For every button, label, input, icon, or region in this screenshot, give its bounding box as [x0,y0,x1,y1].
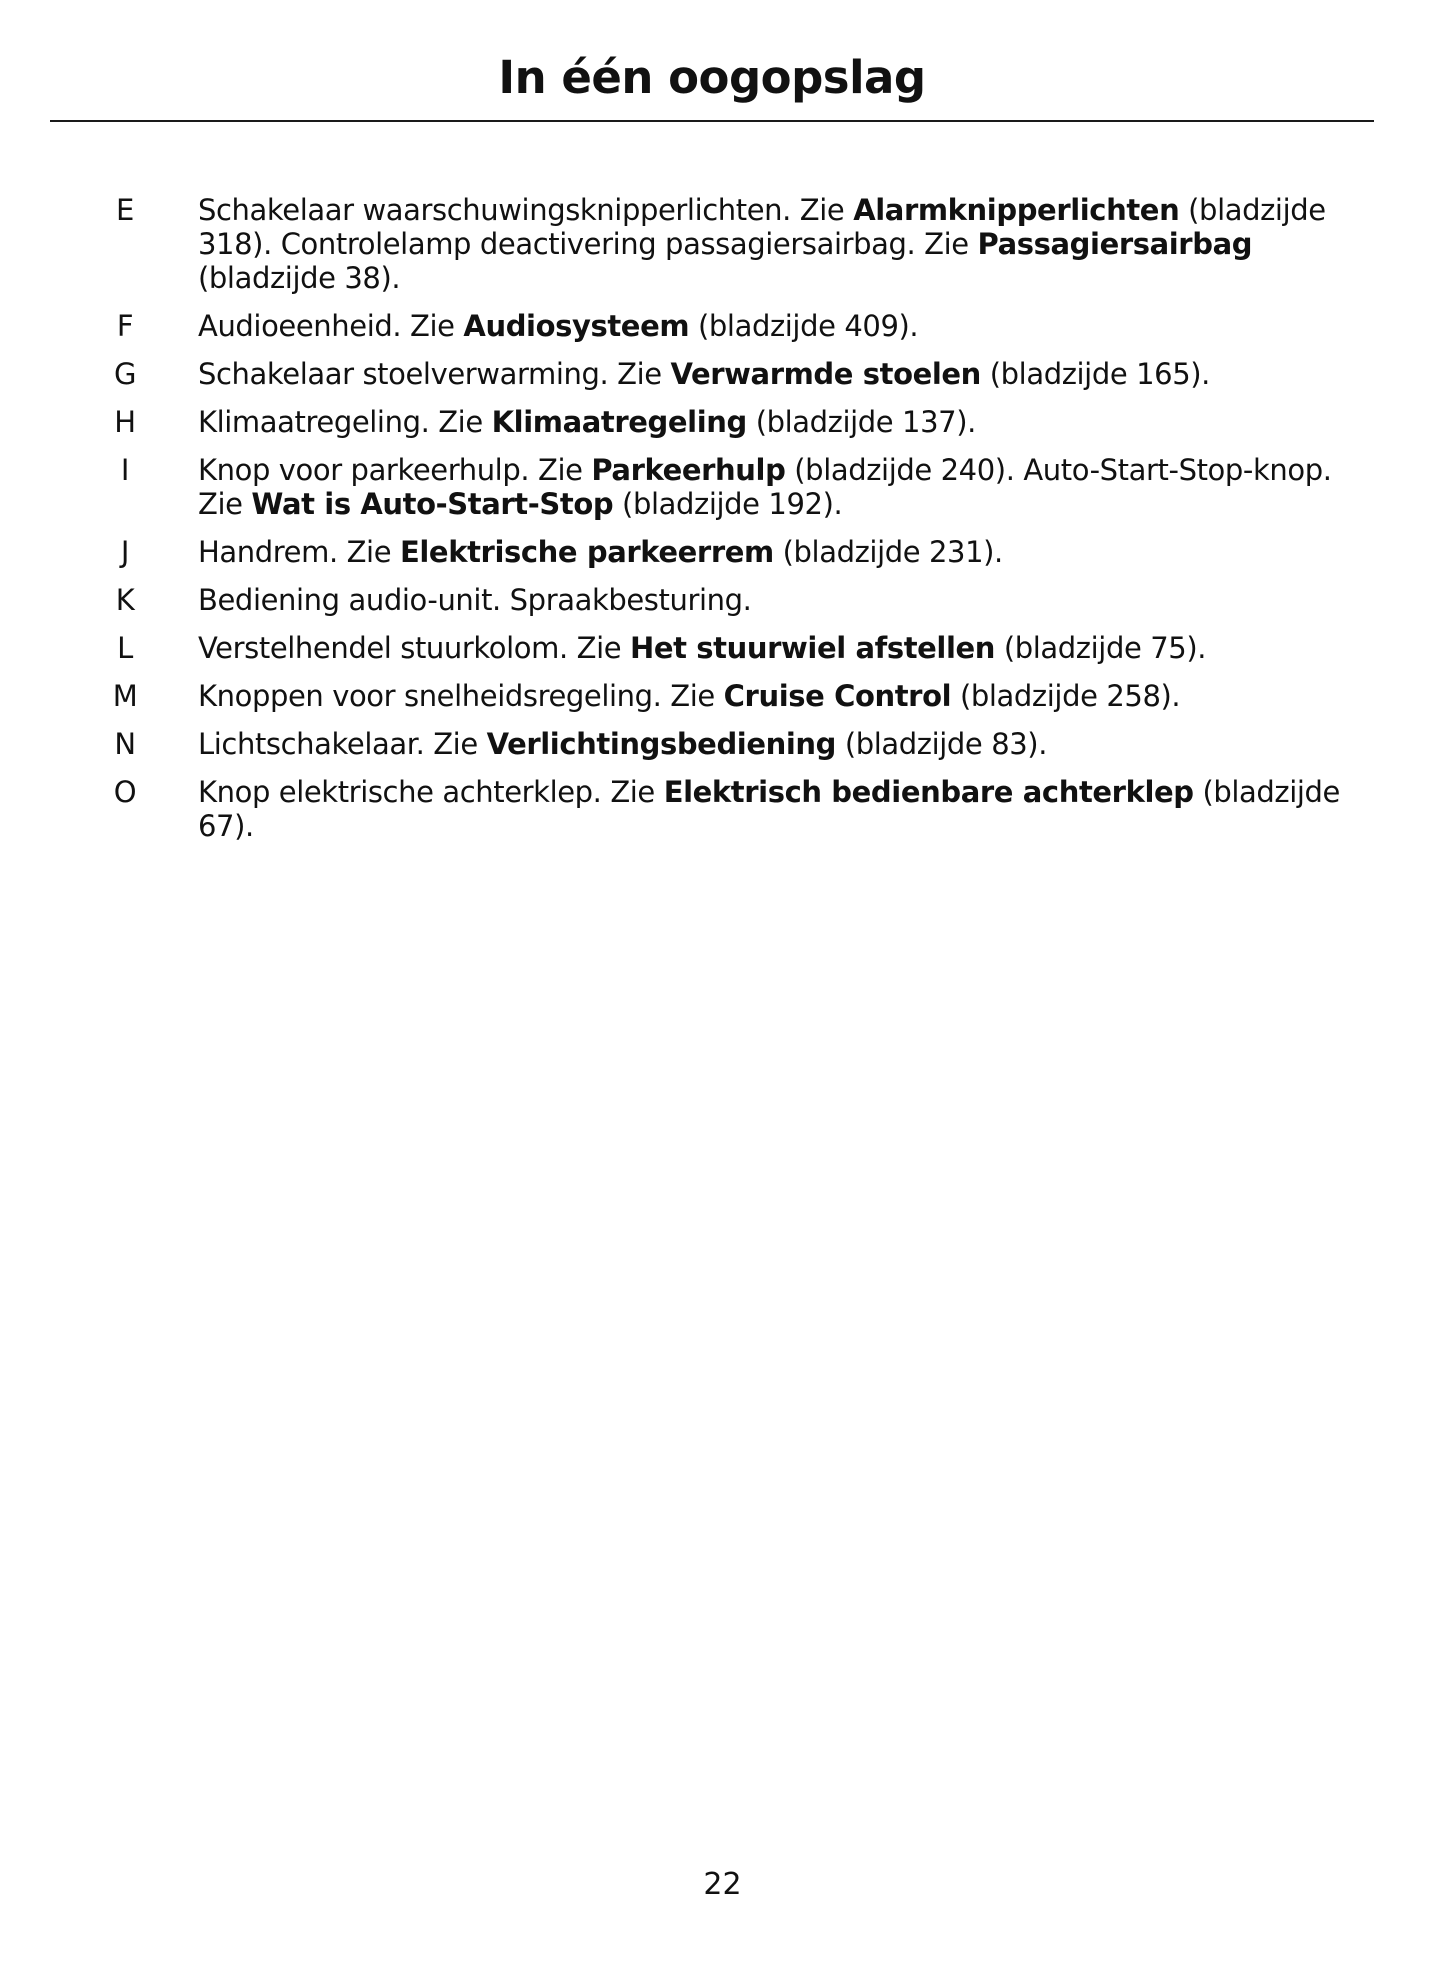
legend-letter: O [113,775,137,809]
legend-item [110,193,1360,295]
legend-list [110,193,1360,857]
legend-text: Verstelhendel stuurkolom. Zie Het stuurwiel afstellen (bladzijde 75). [198,631,1207,665]
legend-letter: K [115,583,135,617]
legend-letter: H [114,405,136,439]
legend-item [110,631,1360,665]
cross-reference: Elektrisch bedienbare achterklep [663,775,1194,809]
cross-reference: Audiosysteem [463,309,690,343]
legend-text: Audioeenheid. Zie Audiosysteem (bladzijde 409). [198,309,919,343]
legend-text: Knop voor parkeerhulp. Zie Parkeerhulp (bladzijde 240). Auto-Start-Stop-knop. Zie Wat is Auto-Start-Stop (bladzijde 192). [198,453,1332,521]
cross-reference: Wat is Auto-Start-Stop [251,487,614,521]
cross-reference: Verwarmde stoelen [670,357,981,391]
legend-letter: E [116,193,134,227]
legend-item [110,535,1360,569]
legend-text: Schakelaar waarschuwingsknipperlichten. Zie Alarmknipperlichten (bladzijde 318). Controlelamp deactivering passagiersairbag. Zie Passagiersairbag (bladzijde 38). [198,193,1326,295]
legend-letter: I [120,453,130,487]
legend-text: Knop elektrische achterklep. Zie Elektrisch bedienbare achterklep (bladzijde 67). [198,775,1341,843]
page-number: 22 [703,1867,742,1902]
cross-reference: Parkeerhulp [591,453,786,487]
legend-text: Handrem. Zie Elektrische parkeerrem (bladzijde 231). [198,535,1003,569]
legend-item [110,679,1360,713]
cross-reference: Passagiersairbag [977,227,1253,261]
legend-item [110,309,1360,343]
legend-text: Bediening audio-unit. Spraakbesturing. [198,583,752,617]
cross-reference: Elektrische parkeerrem [399,535,774,569]
legend-text: Knoppen voor snelheidsregeling. Zie Cruise Control (bladzijde 258). [198,679,1181,713]
legend-text: Schakelaar stoelverwarming. Zie Verwarmde stoelen (bladzijde 165). [198,357,1210,391]
cross-reference: Klimaatregeling [491,405,747,439]
legend-letter: G [113,357,137,391]
legend-letter: F [116,309,134,343]
legend-item [110,727,1360,761]
legend-text: Klimaatregeling. Zie Klimaatregeling (bladzijde 137). [198,405,976,439]
cross-reference: Het stuurwiel afstellen [630,631,996,665]
legend-item [110,775,1360,843]
legend-item [110,453,1360,521]
legend-letter: N [114,727,136,761]
legend-item [110,405,1360,439]
cross-reference: Verlichtingsbediening [486,727,837,761]
page-header [50,42,1374,122]
page-title: In één oogopslag [498,51,926,104]
legend-item [110,583,1360,617]
legend-text: Lichtschakelaar. Zie Verlichtingsbediening (bladzijde 83). [198,727,1048,761]
cross-reference: Alarmknipperlichten [853,193,1180,227]
legend-letter: M [112,679,138,713]
cross-reference: Cruise Control [723,679,952,713]
legend-letter: L [117,631,133,665]
legend-letter: J [120,535,130,569]
legend-item [110,357,1360,391]
